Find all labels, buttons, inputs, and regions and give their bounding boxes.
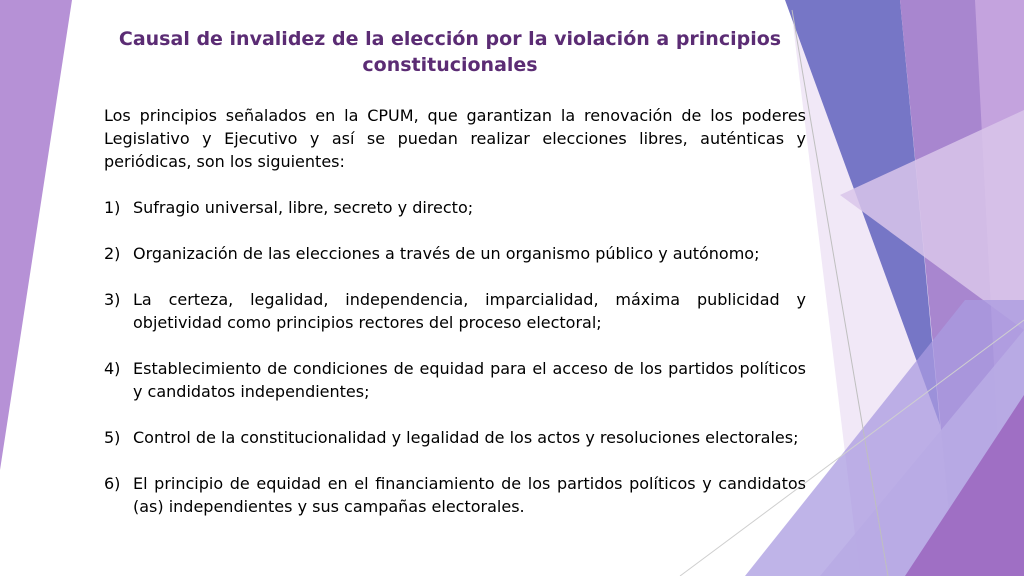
principles-list	[104, 196, 806, 518]
item-text: Organización de las elecciones a través de un organismo público y autónomo;	[133, 244, 760, 263]
item-number: 4)	[104, 359, 121, 378]
list-item	[104, 357, 806, 403]
item-number: 6)	[104, 474, 121, 493]
item-text: Sufragio universal, libre, secreto y directo;	[133, 198, 474, 217]
slide-title: Causal de invalidez de la elección por la violación a principios constitucionales	[118, 28, 782, 76]
list-item	[104, 426, 806, 449]
list-item	[104, 242, 806, 265]
item-text: Establecimiento de condiciones de equidad para el acceso de los partidos políticos y candidatos independientes;	[133, 359, 806, 401]
item-text: El principio de equidad en el financiamiento de los partidos políticos y candidatos (as) independientes y sus campañas electorales.	[133, 474, 806, 516]
list-item	[104, 196, 806, 219]
list-item	[104, 472, 806, 518]
item-number: 3)	[104, 290, 121, 309]
item-text: Control de la constitucionalidad y legalidad de los actos y resoluciones electorales;	[133, 428, 799, 447]
item-text: La certeza, legalidad, independencia, imparcialidad, máxima publicidad y objetividad como principios rectores del proceso electoral;	[133, 290, 806, 332]
intro-paragraph: Los principios señalados en la CPUM, que garantizan la renovación de los poderes Legislativo y Ejecutivo y así se puedan realizar elecciones libres, auténticas y periódicas, son los siguientes:	[104, 106, 806, 171]
slide-body	[104, 104, 806, 541]
item-number: 2)	[104, 244, 121, 263]
left-purple-band	[0, 0, 72, 470]
item-number: 1)	[104, 198, 121, 217]
item-number: 5)	[104, 428, 121, 447]
list-item	[104, 288, 806, 334]
